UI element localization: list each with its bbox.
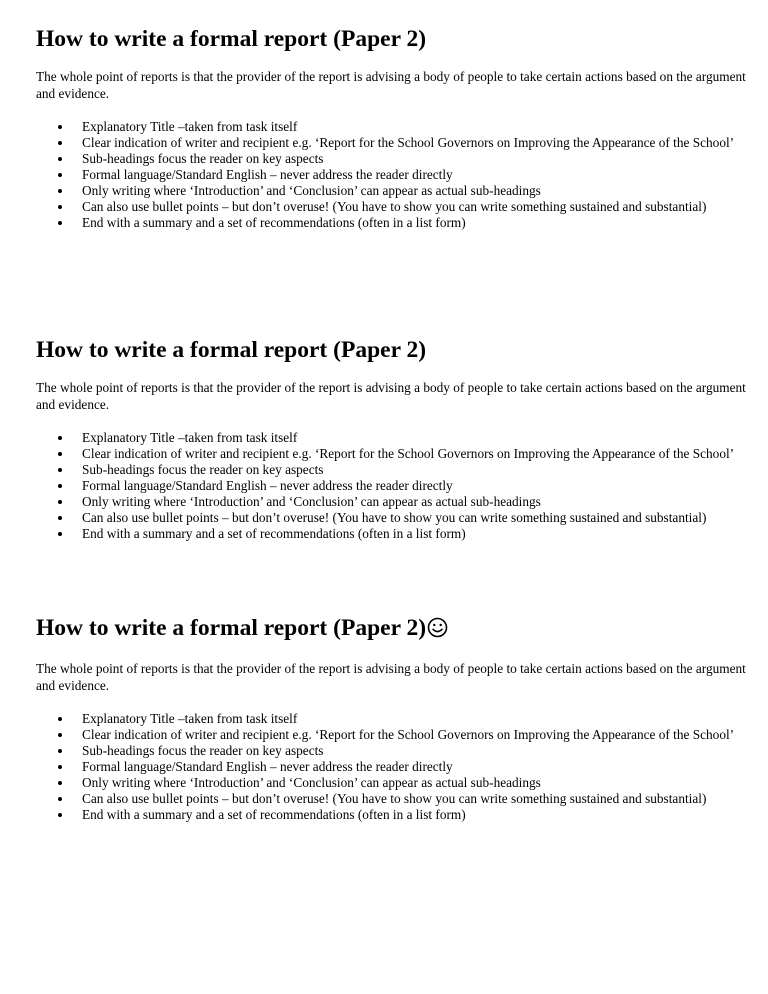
- list-item-text: Sub-headings focus the reader on key aspects: [82, 743, 324, 758]
- list-item: [36, 446, 748, 462]
- bullet-dot-icon: [58, 436, 62, 440]
- bullet-dot-icon: [58, 717, 62, 721]
- list-item: [36, 807, 748, 823]
- list-item: [36, 119, 748, 135]
- list-item: [36, 743, 748, 759]
- section-title-text: How to write a formal report (Paper 2): [36, 615, 427, 641]
- list-item: [36, 135, 748, 151]
- bullet-dot-icon: [58, 484, 62, 488]
- list-item: [36, 215, 748, 231]
- list-item-text: Only writing where ‘Introduction’ and ‘Conclusion’ can appear as actual sub-headings: [82, 183, 541, 198]
- section-title-text: How to write a formal report (Paper 2): [36, 26, 427, 52]
- list-item: [36, 478, 748, 494]
- list-item: [36, 183, 748, 199]
- section-title: [36, 334, 748, 366]
- list-item: [36, 727, 748, 743]
- list-item: [36, 526, 748, 542]
- intro-paragraph: The whole point of reports is that the provider of the report is advising a body of people to take certain actions based on the argument and evidence.: [36, 661, 746, 693]
- bullet-dot-icon: [58, 733, 62, 737]
- list-item: [36, 759, 748, 775]
- report-guide-section-1: [36, 23, 748, 231]
- list-item-text: Explanatory Title –taken from task itself: [82, 119, 298, 134]
- bullet-dot-icon: [58, 500, 62, 504]
- list-item-text: Only writing where ‘Introduction’ and ‘Conclusion’ can appear as actual sub-headings: [82, 775, 541, 790]
- bullet-dot-icon: [58, 765, 62, 769]
- intro-paragraph: The whole point of reports is that the provider of the report is advising a body of people to take certain actions based on the argument and evidence.: [36, 380, 746, 412]
- list-item: [36, 199, 748, 215]
- list-item-text: Clear indication of writer and recipient e.g. ‘Report for the School Governors on Improving the Appearance of the School’: [82, 135, 735, 150]
- bullet-dot-icon: [58, 797, 62, 801]
- list-item-text: Formal language/Standard English – never address the reader directly: [82, 167, 453, 182]
- list-item: [36, 510, 748, 526]
- list-item: [36, 494, 748, 510]
- list-item-text: Can also use bullet points – but don’t overuse! (You have to show you can write something sustained and substantial): [82, 791, 707, 806]
- bullet-dot-icon: [58, 189, 62, 193]
- report-guide-section-3: [36, 612, 748, 823]
- intro-paragraph: The whole point of reports is that the provider of the report is advising a body of people to take certain actions based on the argument and evidence.: [36, 69, 746, 101]
- list-item-text: Can also use bullet points – but don’t overuse! (You have to show you can write something sustained and substantial): [82, 510, 707, 525]
- bullet-list: [36, 711, 748, 823]
- list-item: [36, 711, 748, 727]
- bullet-dot-icon: [58, 205, 62, 209]
- bullet-dot-icon: [58, 452, 62, 456]
- list-item-text: Sub-headings focus the reader on key aspects: [82, 462, 324, 477]
- bullet-dot-icon: [58, 532, 62, 536]
- bullet-dot-icon: [58, 813, 62, 817]
- list-item-text: Only writing where ‘Introduction’ and ‘Conclusion’ can appear as actual sub-headings: [82, 494, 541, 509]
- report-guide-section-2: [36, 334, 748, 542]
- list-item: [36, 430, 748, 446]
- list-item-text: End with a summary and a set of recommendations (often in a list form): [82, 526, 466, 541]
- list-item-text: End with a summary and a set of recommendations (often in a list form): [82, 215, 466, 230]
- bullet-dot-icon: [58, 468, 62, 472]
- list-item-text: Formal language/Standard English – never address the reader directly: [82, 478, 453, 493]
- bullet-dot-icon: [58, 749, 62, 753]
- list-item-text: Clear indication of writer and recipient e.g. ‘Report for the School Governors on Improving the Appearance of the School’: [82, 727, 735, 742]
- section-title: [36, 23, 748, 55]
- list-item-text: End with a summary and a set of recommendations (often in a list form): [82, 807, 466, 822]
- list-item: [36, 167, 748, 183]
- list-item-text: Clear indication of writer and recipient e.g. ‘Report for the School Governors on Improving the Appearance of the School’: [82, 446, 735, 461]
- bullet-dot-icon: [58, 516, 62, 520]
- bullet-dot-icon: [58, 141, 62, 145]
- bullet-dot-icon: [58, 157, 62, 161]
- list-item-text: Explanatory Title –taken from task itself: [82, 711, 298, 726]
- list-item-text: Formal language/Standard English – never address the reader directly: [82, 759, 453, 774]
- list-item-text: Can also use bullet points – but don’t overuse! (You have to show you can write something sustained and substantial): [82, 199, 707, 214]
- bullet-list: [36, 119, 748, 231]
- section-title: [36, 612, 748, 647]
- bullet-list: [36, 430, 748, 542]
- bullet-dot-icon: [58, 125, 62, 129]
- bullet-dot-icon: [58, 221, 62, 225]
- section-title-text: How to write a formal report (Paper 2): [36, 337, 427, 363]
- list-item-text: Explanatory Title –taken from task itself: [82, 430, 298, 445]
- list-item-text: Sub-headings focus the reader on key aspects: [82, 151, 324, 166]
- list-item: [36, 791, 748, 807]
- list-item: [36, 462, 748, 478]
- list-item: [36, 775, 748, 791]
- bullet-dot-icon: [58, 173, 62, 177]
- list-item: [36, 151, 748, 167]
- bullet-dot-icon: [58, 781, 62, 785]
- smiley-face-icon: [427, 615, 448, 647]
